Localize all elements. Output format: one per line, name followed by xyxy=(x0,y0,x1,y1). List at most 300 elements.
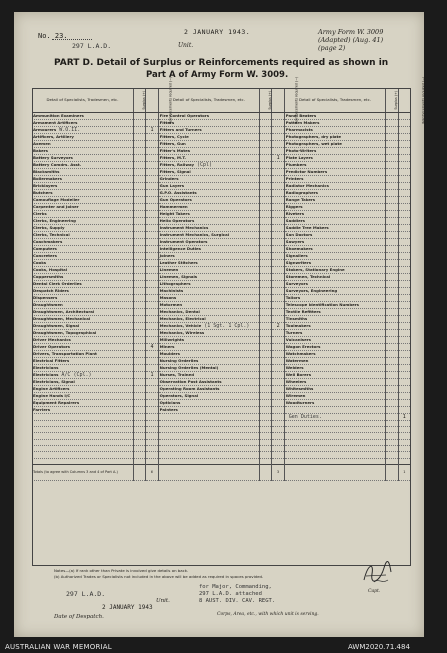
reinforcement-cell[interactable] xyxy=(398,252,410,259)
reinforcement-cell[interactable] xyxy=(146,266,158,273)
reinforcement-cell[interactable]: 1 xyxy=(398,413,410,420)
reinforcement-cell[interactable] xyxy=(272,385,284,392)
surplus-cell[interactable] xyxy=(386,385,398,392)
surplus-cell[interactable] xyxy=(133,196,145,203)
reinforcement-cell[interactable] xyxy=(398,224,410,231)
reinforcement-cell[interactable] xyxy=(398,371,410,378)
surplus-cell[interactable] xyxy=(386,133,398,140)
specialist-cell xyxy=(32,112,133,119)
reinforcement-cell[interactable] xyxy=(272,350,284,357)
surplus-cell[interactable] xyxy=(133,413,145,420)
reinforcement-cell[interactable] xyxy=(146,406,158,413)
surplus-cell[interactable] xyxy=(386,245,398,252)
surplus-cell[interactable] xyxy=(386,238,398,245)
reinforcement-cell[interactable] xyxy=(146,273,158,280)
specialist-cell xyxy=(32,343,133,350)
surplus-cell[interactable] xyxy=(133,294,145,301)
reinforcement-cell[interactable] xyxy=(272,189,284,196)
surplus-cell[interactable] xyxy=(133,322,145,329)
reinforcement-cell[interactable] xyxy=(398,294,410,301)
surplus-cell[interactable] xyxy=(260,294,272,301)
surplus-cell[interactable] xyxy=(386,147,398,154)
reinforcement-cell[interactable] xyxy=(272,126,284,133)
surplus-cell[interactable] xyxy=(133,168,145,175)
reinforcement-cell[interactable] xyxy=(146,308,158,315)
surplus-cell[interactable] xyxy=(386,280,398,287)
surplus-cell[interactable] xyxy=(260,364,272,371)
surplus-cell[interactable] xyxy=(133,406,145,413)
table-row xyxy=(32,399,411,406)
reinforcement-cell[interactable] xyxy=(398,392,410,399)
surplus-cell[interactable] xyxy=(133,210,145,217)
reinforcement-cell[interactable] xyxy=(272,217,284,224)
reinforcement-cell[interactable] xyxy=(398,182,410,189)
reinforcement-cell[interactable] xyxy=(272,287,284,294)
reinforcement-cell[interactable] xyxy=(146,392,158,399)
reinforcement-cell[interactable] xyxy=(272,371,284,378)
reinforcement-cell[interactable] xyxy=(398,147,410,154)
surplus-cell[interactable] xyxy=(133,203,145,210)
surplus-cell[interactable] xyxy=(260,371,272,378)
specialist-name: Stokers, Stationary Engine xyxy=(285,266,345,272)
reinforcement-cell[interactable] xyxy=(146,364,158,371)
reinforcement-cell[interactable] xyxy=(272,273,284,280)
reinforcement-cell[interactable] xyxy=(398,287,410,294)
surplus-cell[interactable] xyxy=(260,273,272,280)
specialist-cell xyxy=(32,119,133,126)
reinforcement-cell[interactable] xyxy=(272,343,284,350)
reinforcement-cell[interactable] xyxy=(272,252,284,259)
specialist-name: Lithographers xyxy=(159,280,191,286)
reinforcement-cell[interactable] xyxy=(398,308,410,315)
reinforcement-cell[interactable] xyxy=(272,182,284,189)
surplus-cell[interactable] xyxy=(260,203,272,210)
reinforcement-cell[interactable] xyxy=(398,245,410,252)
reinforcement-cell[interactable] xyxy=(272,280,284,287)
surplus-cell[interactable] xyxy=(386,357,398,364)
surplus-cell[interactable] xyxy=(260,413,272,420)
reinforcement-cell[interactable] xyxy=(398,273,410,280)
total-surplus[interactable] xyxy=(260,464,272,480)
surplus-cell[interactable] xyxy=(386,252,398,259)
surplus-cell[interactable] xyxy=(386,301,398,308)
surplus-cell[interactable] xyxy=(386,140,398,147)
surplus-cell[interactable] xyxy=(260,231,272,238)
reinforcement-cell[interactable] xyxy=(398,315,410,322)
specialist-name: Watchmakers xyxy=(285,350,316,356)
surplus-cell[interactable] xyxy=(260,140,272,147)
surplus-cell[interactable] xyxy=(133,273,145,280)
reinforcement-cell[interactable] xyxy=(398,189,410,196)
specialist-cell xyxy=(284,203,385,210)
surplus-cell[interactable] xyxy=(133,287,145,294)
reinforcement-cell[interactable] xyxy=(146,336,158,343)
surplus-cell[interactable] xyxy=(260,329,272,336)
surplus-cell[interactable] xyxy=(133,133,145,140)
total-surplus[interactable] xyxy=(386,464,398,480)
reinforcement-cell[interactable] xyxy=(146,238,158,245)
table-row xyxy=(32,294,411,301)
specialist-cell xyxy=(158,154,259,161)
surplus-cell[interactable] xyxy=(386,217,398,224)
surplus-cell[interactable] xyxy=(133,140,145,147)
reinforcement-cell[interactable] xyxy=(272,329,284,336)
specialist-name: Fitters and Turners xyxy=(159,126,202,132)
surplus-cell[interactable] xyxy=(133,259,145,266)
surplus-cell[interactable] xyxy=(386,210,398,217)
reinforcement-cell[interactable] xyxy=(272,357,284,364)
reinforcement-cell[interactable] xyxy=(272,231,284,238)
reinforcement-cell[interactable] xyxy=(398,119,410,126)
surplus-cell[interactable] xyxy=(386,308,398,315)
surplus-cell[interactable] xyxy=(133,329,145,336)
surplus-cell[interactable] xyxy=(260,322,272,329)
surplus-cell[interactable] xyxy=(133,280,145,287)
surplus-cell[interactable] xyxy=(133,343,145,350)
reinforcement-cell[interactable] xyxy=(146,280,158,287)
reinforcement-cell[interactable] xyxy=(146,245,158,252)
surplus-cell[interactable] xyxy=(260,168,272,175)
footer-unit-name: 297 L.A.D. xyxy=(66,590,106,598)
total-reinf[interactable]: 3 xyxy=(272,464,284,480)
table-row xyxy=(32,189,411,196)
reinforcement-cell[interactable] xyxy=(398,350,410,357)
reinforcement-cell[interactable] xyxy=(272,140,284,147)
surplus-cell[interactable] xyxy=(386,350,398,357)
reinforcement-cell[interactable] xyxy=(272,259,284,266)
surplus-cell[interactable] xyxy=(386,371,398,378)
surplus-cell[interactable] xyxy=(386,343,398,350)
reinforcement-cell[interactable] xyxy=(272,378,284,385)
specialist-name: Textile Refitters xyxy=(285,308,321,314)
reinforcement-cell[interactable]: 2 xyxy=(272,322,284,329)
reinforcement-cell[interactable] xyxy=(398,378,410,385)
surplus-cell[interactable] xyxy=(260,147,272,154)
reinforcement-cell[interactable] xyxy=(398,112,410,119)
surplus-cell[interactable] xyxy=(260,189,272,196)
reinforcement-cell[interactable]: 1 xyxy=(146,126,158,133)
specialist-cell xyxy=(32,126,133,133)
surplus-cell[interactable] xyxy=(133,371,145,378)
surplus-cell[interactable] xyxy=(386,287,398,294)
reinforcement-cell[interactable] xyxy=(146,385,158,392)
surplus-cell[interactable] xyxy=(386,203,398,210)
reinforcement-cell[interactable] xyxy=(398,385,410,392)
reinforcement-cell[interactable] xyxy=(398,406,410,413)
surplus-cell[interactable] xyxy=(260,126,272,133)
reinforcement-cell[interactable] xyxy=(146,119,158,126)
surplus-cell[interactable] xyxy=(133,119,145,126)
reinforcement-cell[interactable] xyxy=(146,287,158,294)
reinforcement-cell[interactable] xyxy=(146,217,158,224)
reinforcement-cell[interactable] xyxy=(398,231,410,238)
surplus-cell[interactable] xyxy=(386,406,398,413)
surplus-cell[interactable] xyxy=(260,406,272,413)
reinforcement-cell[interactable] xyxy=(398,364,410,371)
surplus-cell[interactable] xyxy=(133,189,145,196)
reinforcement-cell[interactable] xyxy=(398,217,410,224)
reinforcement-cell[interactable] xyxy=(272,399,284,406)
surplus-cell[interactable] xyxy=(386,231,398,238)
surplus-cell[interactable] xyxy=(133,245,145,252)
surplus-cell[interactable] xyxy=(133,385,145,392)
surplus-cell[interactable] xyxy=(133,126,145,133)
surplus-cell[interactable] xyxy=(133,378,145,385)
surplus-cell[interactable] xyxy=(260,280,272,287)
reinforcement-cell[interactable] xyxy=(272,245,284,252)
reinforcement-cell[interactable] xyxy=(272,133,284,140)
reinforcement-cell[interactable] xyxy=(398,343,410,350)
surplus-cell[interactable] xyxy=(386,364,398,371)
reinforcement-cell[interactable] xyxy=(272,364,284,371)
reinforcement-cell[interactable] xyxy=(398,336,410,343)
reinforcement-cell[interactable]: 4 xyxy=(146,343,158,350)
surplus-cell[interactable] xyxy=(260,392,272,399)
surplus-cell[interactable] xyxy=(260,161,272,168)
specialist-name: Bricklayers xyxy=(33,182,58,188)
surplus-cell[interactable] xyxy=(260,259,272,266)
reinforcement-cell[interactable] xyxy=(146,322,158,329)
surplus-cell[interactable] xyxy=(386,154,398,161)
surplus-cell[interactable] xyxy=(260,210,272,217)
surplus-cell[interactable] xyxy=(386,413,398,420)
surplus-cell[interactable] xyxy=(260,196,272,203)
reinforcement-cell[interactable] xyxy=(398,140,410,147)
reinforcement-cell[interactable] xyxy=(398,259,410,266)
surplus-cell[interactable] xyxy=(386,224,398,231)
surplus-cell[interactable] xyxy=(386,273,398,280)
reinforcement-cell[interactable] xyxy=(146,189,158,196)
surplus-cell[interactable] xyxy=(260,224,272,231)
surplus-cell[interactable] xyxy=(386,112,398,119)
reinforcement-cell[interactable] xyxy=(398,238,410,245)
reinforcement-cell[interactable] xyxy=(146,301,158,308)
reinforcement-cell[interactable] xyxy=(398,210,410,217)
surplus-cell[interactable] xyxy=(386,399,398,406)
surplus-cell[interactable] xyxy=(260,252,272,259)
table-row xyxy=(32,245,411,252)
reinforcement-cell[interactable] xyxy=(146,112,158,119)
surplus-cell[interactable] xyxy=(133,364,145,371)
surplus-cell[interactable] xyxy=(133,350,145,357)
surplus-cell[interactable] xyxy=(133,308,145,315)
specialist-name: Wagon Erectors xyxy=(285,343,321,349)
reinforcement-cell[interactable] xyxy=(272,308,284,315)
surplus-cell[interactable] xyxy=(386,189,398,196)
reinforcement-cell[interactable] xyxy=(146,161,158,168)
surplus-cell[interactable] xyxy=(133,161,145,168)
reinforcement-cell[interactable] xyxy=(398,126,410,133)
total-surplus[interactable] xyxy=(133,464,145,480)
table-row xyxy=(32,357,411,364)
total-reinf[interactable]: 1 xyxy=(398,464,410,480)
total-reinf[interactable]: 6 xyxy=(146,464,158,480)
surplus-cell[interactable] xyxy=(260,343,272,350)
surplus-cell[interactable] xyxy=(133,147,145,154)
surplus-cell[interactable] xyxy=(386,322,398,329)
specialist-name: Instrument Mechanics, Surgical xyxy=(159,231,230,237)
reinforcement-cell[interactable] xyxy=(146,210,158,217)
reinforcement-cell[interactable] xyxy=(146,413,158,420)
reinforcement-cell[interactable] xyxy=(272,119,284,126)
surplus-cell[interactable] xyxy=(133,301,145,308)
reinforcement-cell[interactable] xyxy=(398,154,410,161)
surplus-cell[interactable] xyxy=(133,357,145,364)
reinforcement-cell[interactable] xyxy=(272,147,284,154)
surplus-cell[interactable] xyxy=(260,119,272,126)
surplus-cell[interactable] xyxy=(386,168,398,175)
surplus-cell[interactable] xyxy=(386,378,398,385)
surplus-cell[interactable] xyxy=(133,266,145,273)
reinforcement-cell[interactable] xyxy=(272,301,284,308)
reinforcement-cell[interactable] xyxy=(398,161,410,168)
surplus-cell[interactable] xyxy=(260,336,272,343)
reinforcement-cell[interactable] xyxy=(272,294,284,301)
reinforcement-cell[interactable] xyxy=(146,147,158,154)
reinforcement-cell[interactable] xyxy=(272,224,284,231)
surplus-cell[interactable] xyxy=(133,252,145,259)
surplus-cell[interactable] xyxy=(386,182,398,189)
reinforcement-cell[interactable] xyxy=(398,280,410,287)
surplus-cell[interactable] xyxy=(133,399,145,406)
reinforcement-cell[interactable] xyxy=(272,406,284,413)
reinforcement-cell[interactable] xyxy=(398,329,410,336)
reinforcement-cell[interactable] xyxy=(146,294,158,301)
surplus-cell[interactable] xyxy=(386,161,398,168)
surplus-cell[interactable] xyxy=(260,182,272,189)
surplus-cell[interactable] xyxy=(386,259,398,266)
surplus-cell[interactable] xyxy=(260,308,272,315)
surplus-cell[interactable] xyxy=(133,315,145,322)
reinforcement-cell[interactable] xyxy=(146,196,158,203)
surplus-cell[interactable] xyxy=(260,112,272,119)
reinforcement-cell[interactable] xyxy=(398,203,410,210)
reinforcement-cell[interactable] xyxy=(398,266,410,273)
reinforcement-cell[interactable]: 1 xyxy=(272,154,284,161)
reinforcement-cell[interactable] xyxy=(398,399,410,406)
surplus-cell[interactable] xyxy=(133,217,145,224)
surplus-cell[interactable] xyxy=(133,231,145,238)
reinforcement-cell[interactable] xyxy=(146,259,158,266)
reinforcement-cell[interactable] xyxy=(272,203,284,210)
reinforcement-cell[interactable] xyxy=(272,161,284,168)
reinforcement-cell[interactable] xyxy=(146,140,158,147)
surplus-cell[interactable] xyxy=(386,266,398,273)
surplus-cell[interactable] xyxy=(133,175,145,182)
reinforcement-cell[interactable] xyxy=(146,315,158,322)
reinforcement-cell[interactable] xyxy=(146,329,158,336)
surplus-cell[interactable] xyxy=(260,154,272,161)
surplus-cell[interactable] xyxy=(260,378,272,385)
surplus-cell[interactable] xyxy=(260,385,272,392)
reinforcement-cell[interactable] xyxy=(146,203,158,210)
table-row xyxy=(32,133,411,140)
specialist-name: Riggers xyxy=(285,203,303,209)
surplus-cell[interactable] xyxy=(386,315,398,322)
surplus-cell[interactable] xyxy=(386,196,398,203)
reinforcement-cell[interactable] xyxy=(146,175,158,182)
reinforcement-cell[interactable] xyxy=(272,196,284,203)
reinforcement-cell[interactable] xyxy=(272,238,284,245)
reinforcement-cell[interactable] xyxy=(398,133,410,140)
specialist-name: Tailors xyxy=(285,294,301,300)
surplus-cell[interactable] xyxy=(260,357,272,364)
reinforcement-cell[interactable] xyxy=(146,168,158,175)
surplus-cell[interactable] xyxy=(133,224,145,231)
surplus-cell[interactable] xyxy=(133,238,145,245)
reinforcement-cell[interactable] xyxy=(398,322,410,329)
reinforcement-cell[interactable] xyxy=(272,315,284,322)
reinforcement-cell[interactable] xyxy=(146,224,158,231)
surplus-cell[interactable] xyxy=(133,336,145,343)
reinforcement-cell[interactable] xyxy=(146,154,158,161)
reinforcement-cell[interactable] xyxy=(272,112,284,119)
reinforcement-cell[interactable] xyxy=(398,301,410,308)
surplus-cell[interactable] xyxy=(260,350,272,357)
specialist-name: Mechanics, Electrical xyxy=(159,315,206,321)
surplus-cell[interactable] xyxy=(386,119,398,126)
surplus-cell[interactable] xyxy=(260,287,272,294)
surplus-cell[interactable] xyxy=(386,126,398,133)
surplus-cell[interactable] xyxy=(260,217,272,224)
handwritten-note: Gen Duties. xyxy=(288,413,322,420)
surplus-cell[interactable] xyxy=(386,294,398,301)
specialist-name: Cooks, Hospital xyxy=(33,266,68,272)
reinforcement-cell[interactable] xyxy=(398,196,410,203)
surplus-cell[interactable] xyxy=(133,154,145,161)
surplus-cell[interactable] xyxy=(260,175,272,182)
reinforcement-cell[interactable] xyxy=(272,175,284,182)
reinforcement-cell[interactable] xyxy=(146,133,158,140)
surplus-cell[interactable] xyxy=(260,238,272,245)
surplus-cell[interactable] xyxy=(133,182,145,189)
reinforcement-cell[interactable] xyxy=(146,182,158,189)
reinforcement-cell[interactable] xyxy=(398,168,410,175)
surplus-cell[interactable] xyxy=(260,133,272,140)
reinforcement-cell[interactable] xyxy=(146,357,158,364)
surplus-cell[interactable] xyxy=(386,329,398,336)
surplus-cell[interactable] xyxy=(386,392,398,399)
reinforcement-cell[interactable] xyxy=(272,266,284,273)
notes-block xyxy=(54,568,263,579)
reinforcement-cell[interactable] xyxy=(272,168,284,175)
surplus-cell[interactable] xyxy=(133,112,145,119)
reinforcement-cell[interactable] xyxy=(146,399,158,406)
specialist-cell xyxy=(32,133,133,140)
surplus-cell[interactable] xyxy=(260,245,272,252)
surplus-cell[interactable] xyxy=(260,399,272,406)
surplus-cell[interactable] xyxy=(386,175,398,182)
totals-row xyxy=(32,464,411,480)
surplus-cell[interactable] xyxy=(133,392,145,399)
specialist-name: Surveyors xyxy=(285,280,308,286)
reinforcement-cell[interactable]: 1 xyxy=(146,371,158,378)
reinforcement-cell[interactable] xyxy=(272,392,284,399)
surplus-cell[interactable] xyxy=(260,301,272,308)
reinforcement-cell[interactable] xyxy=(398,357,410,364)
reinforcement-cell[interactable] xyxy=(272,336,284,343)
reinforcement-cell[interactable] xyxy=(146,350,158,357)
surplus-cell[interactable] xyxy=(260,315,272,322)
reinforcement-cell[interactable] xyxy=(272,210,284,217)
reinforcement-cell[interactable] xyxy=(272,413,284,420)
reinforcement-cell[interactable] xyxy=(146,378,158,385)
reinforcement-cell[interactable] xyxy=(398,175,410,182)
reinforcement-cell[interactable] xyxy=(146,252,158,259)
surplus-cell[interactable] xyxy=(386,336,398,343)
reinforcement-cell[interactable] xyxy=(146,231,158,238)
surplus-cell[interactable] xyxy=(260,266,272,273)
